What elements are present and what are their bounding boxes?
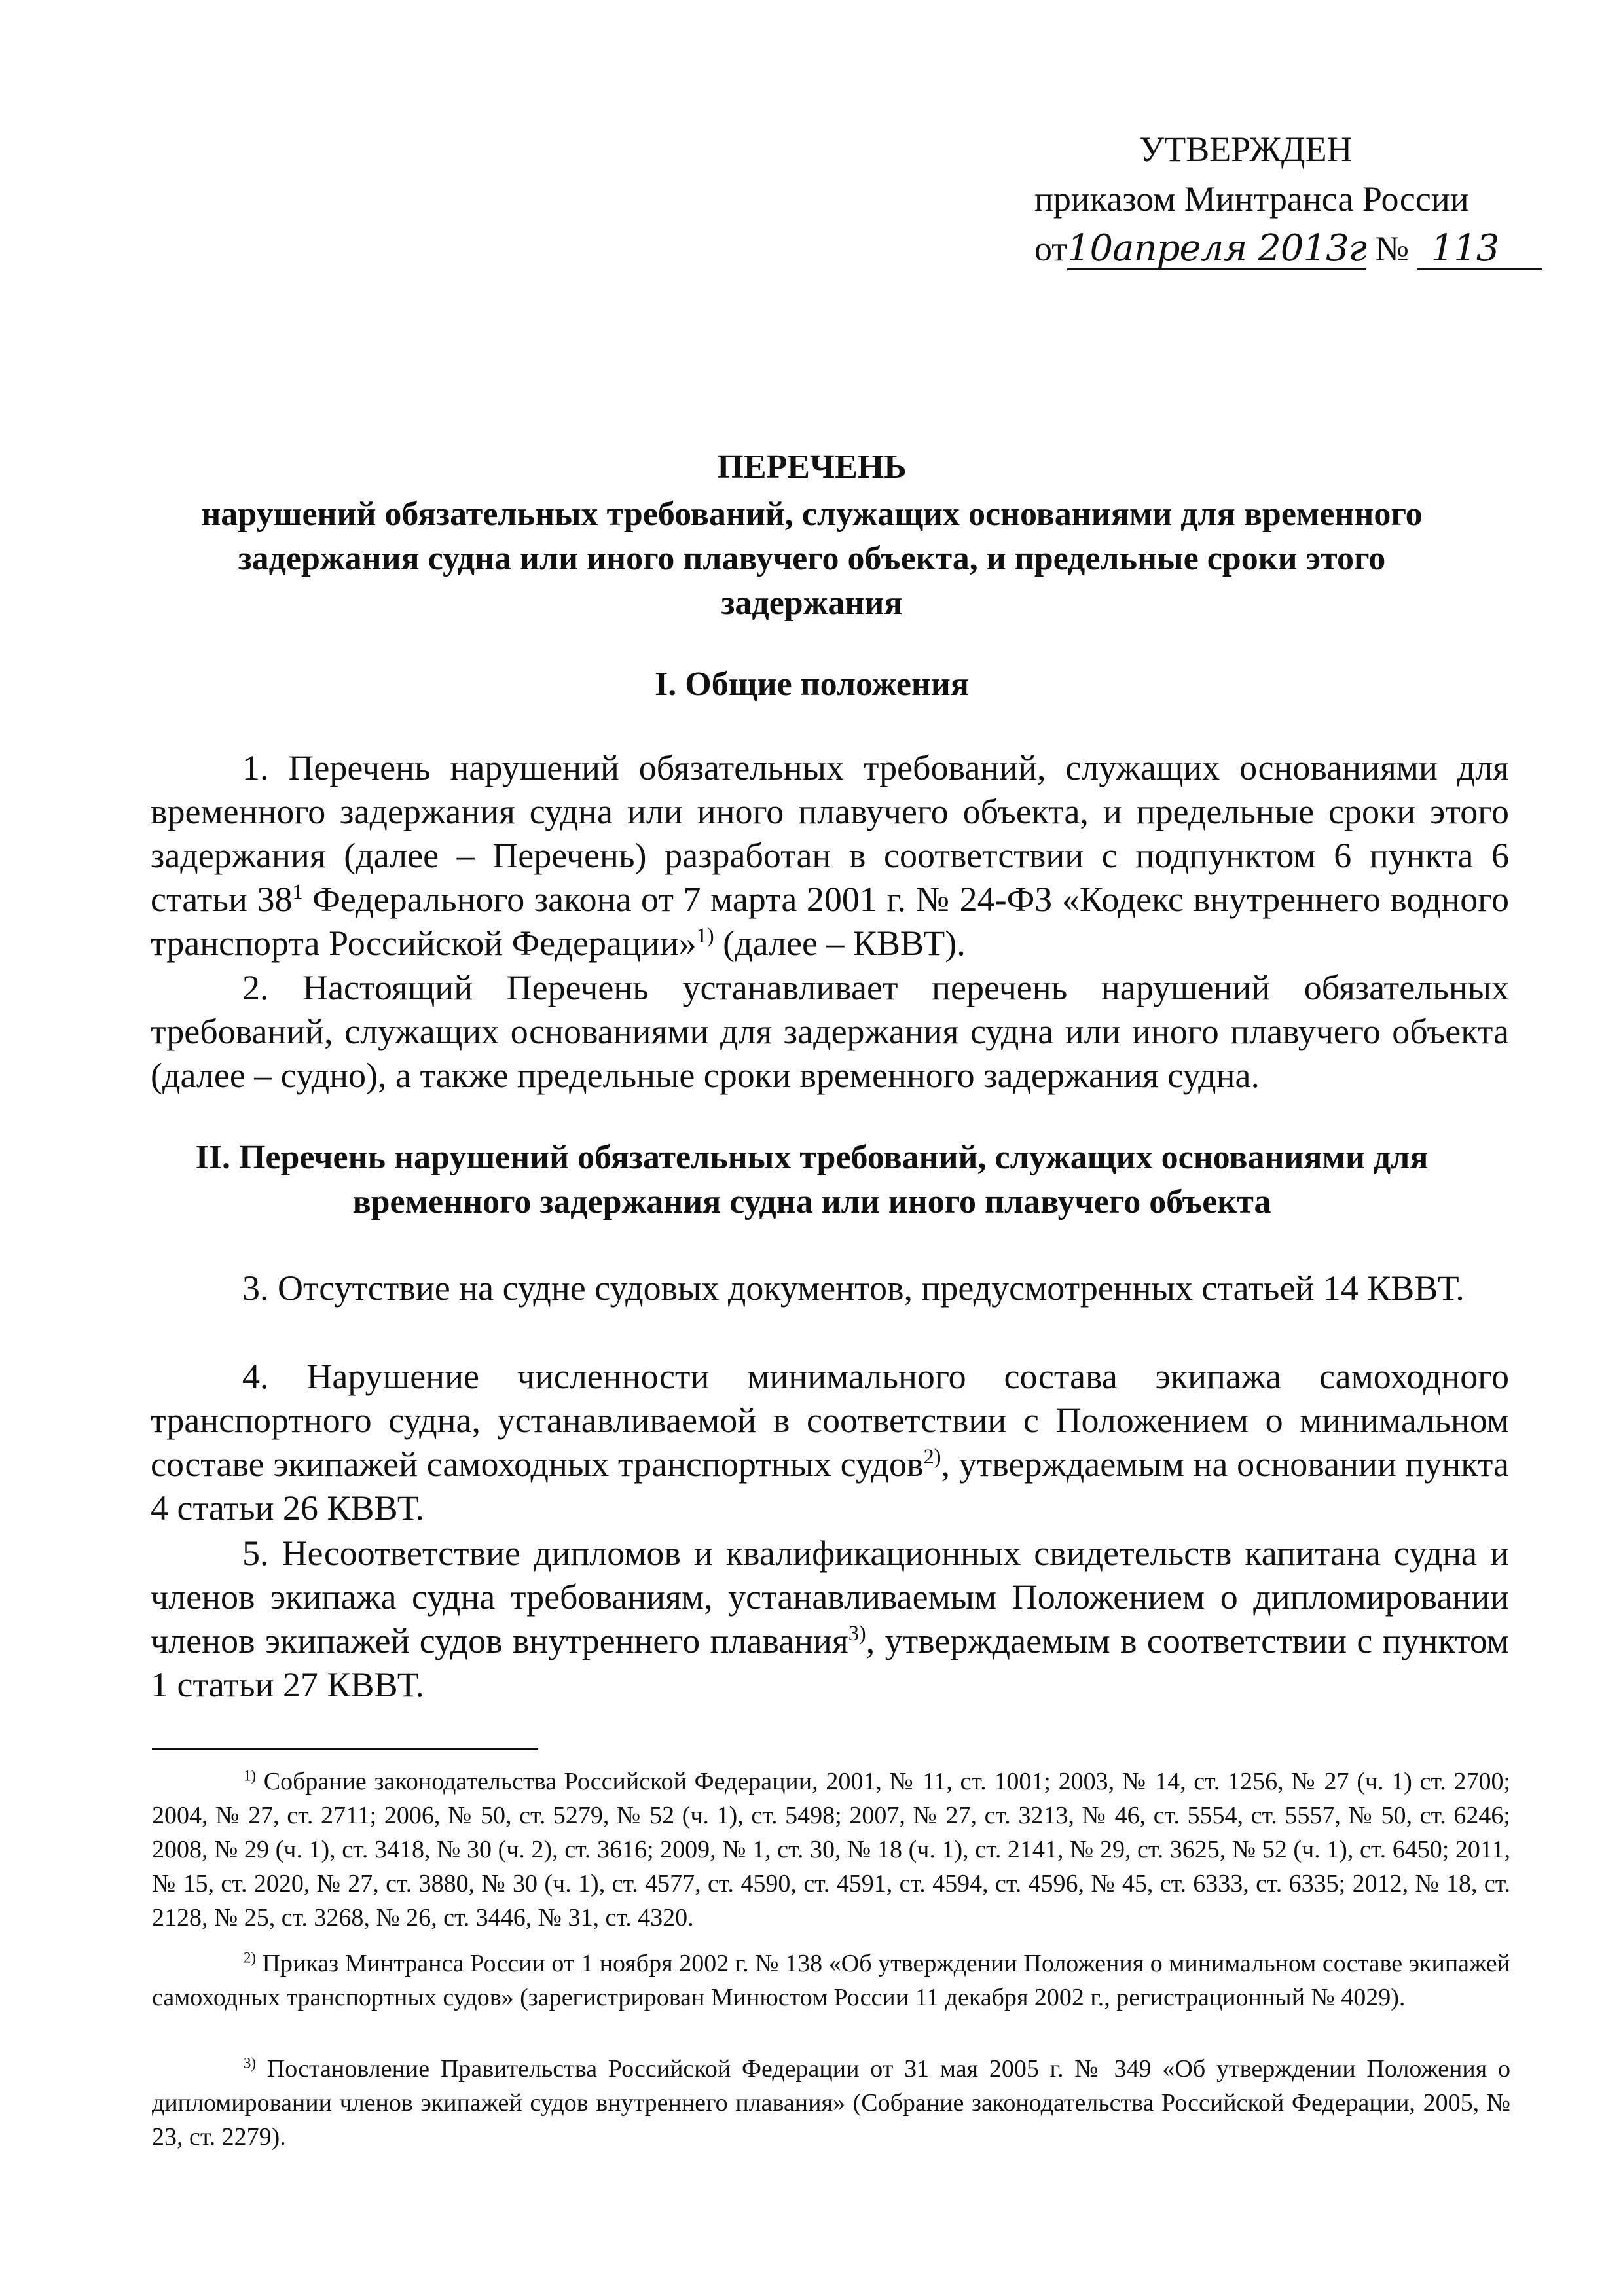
title-main: ПЕРЕЧЕНЬ	[717, 448, 907, 486]
handwritten-number: 113	[1417, 229, 1542, 270]
p1-text-b: Федерального закона от 7 марта 2001 г. № 24-ФЗ «Кодекс внутреннего водного транспорта Российской Федерации»	[151, 880, 1509, 963]
paragraph-2: 2. Настоящий Перечень устанавливает перечень нарушений обязательных требований, служащих основаниями для задержания судна или иного плавучего объекта (далее – судно), а также предельные сроки временного задержания судна.	[151, 968, 1509, 1095]
p1-sup-1: 1	[292, 880, 303, 904]
p1-text-a: 1. Перечень нарушений обязательных требований, служащих основаниями для временного задержания судна или иного плавучего объекта, и предельные сроки этого задержания (далее – Перечень) разработан в соответствии с подпунктом 6 пункта 6 статьи 38	[151, 748, 1509, 919]
footnote-ref-2: 2)	[923, 1445, 941, 1469]
p5-text-b: , утверждаемым в соответствии с пунктом 1 статьи 27 КВВТ.	[151, 1621, 1510, 1704]
paragraph-1	[151, 746, 1509, 965]
footnote-1: $^{1)}$ Собрание законодательства Российской Федерации, 2001, № 11, ст. 1001; 2003, № 14, ст. 1256, № 27 (ч. 1) ст. 2700; 2004, № 27, ст. 2711; 2006, № 50, ст. 5279, № 52 (ч. 1), ст. 5498; 2007, № 27, ст. 3213, № 46, ст. 5554, ст. 5557, № 50, ст. 6246; 2008, № 29 (ч. 1), ст. 3418, № 30 (ч. 2), ст. 3616; 2009, № 1, ст. 30, № 18 (ч. 1), ст. 2141, № 29, ст. 3625, № 52 (ч. 1), ст. 6450; 2011, № 15, ст. 2020, № 27, ст. 3880, № 30 (ч. 1), ст. 4577, ст. 4590, ст. 4591, ст. 4594, ст. 4596, № 45, ст. 6333, ст. 6335; 2012, № 18, ст. 2128, № 25, ст. 3268, № 26, ст. 3446, № 31, ст. 4320.	[152, 1767, 1510, 1931]
p5-text-a: 5. Несоответствие дипломов и квалификационных свидетельств капитана судна и членов экипажа судна требованиям, устанавливаемым Положением о дипломировании членов экипажей судов внутреннего плавания	[151, 1534, 1509, 1660]
footnote-ref-1: 1)	[696, 924, 714, 948]
number-prefix: №	[1375, 229, 1409, 268]
paragraph-4	[151, 1355, 1509, 1530]
section-2-heading: II. Перечень нарушений обязательных требований, служащих основаниями для временного задержания судна или иного плавучего объекта	[195, 1139, 1429, 1221]
document-title	[151, 445, 1473, 626]
footnote-3: $^{3)}$ Постановление Правительства Российской Федерации от 31 мая 2005 г. № 349 «Об утверждении Положения о дипломировании членов экипажей судов внутреннего плавания» (Собрание законодательства Российской Федерации, 2005, № 23, ст. 2279).	[152, 2054, 1510, 2151]
footnote-2: $^{2)}$ Приказ Минтранса России от 1 ноября 2002 г. № 138 «Об утверждении Положения о минимальном составе экипажей самоходных транспортных судов» (зарегистрирован Минюстом России 11 декабря 2002 г., регистрационный № 4029).	[152, 1949, 1510, 2011]
approval-block	[1034, 124, 1532, 274]
handwritten-date: 10апреля 2013г	[1067, 227, 1366, 270]
section-1-heading: I. Общие положения	[655, 666, 969, 703]
p4-text-b: , утверждаемым на основании пункта 4 статьи 26 КВВТ.	[151, 1444, 1509, 1528]
date-prefix: от	[1034, 229, 1067, 268]
approval-by: приказом Минтранса России	[1034, 179, 1469, 219]
p4-text-a: 4. Нарушение численности минимального состава экипажа самоходного транспортного судна, устанавливаемой в соответствии с Положением о минимальном составе экипажей самоходных транспортных судов	[151, 1357, 1509, 1484]
p1-text-c: (далее – КВВТ).	[714, 924, 966, 963]
footnote-2-mark: 2)	[244, 1949, 256, 1966]
footnote-3-mark: 3)	[244, 2054, 256, 2072]
footnote-separator	[152, 1748, 538, 1750]
paragraph-5	[151, 1532, 1509, 1707]
approval-date-line	[1034, 224, 1532, 274]
footnote-1-mark: 1)	[244, 1767, 256, 1784]
footnote-ref-3: 3)	[848, 1622, 866, 1645]
paragraph-3: 3. Отсутствие на судне судовых документов, предусмотренных статьей 14 КВВТ.	[242, 1268, 1465, 1308]
approval-status: УТВЕРЖДЕН	[1139, 130, 1353, 169]
title-subtitle: нарушений обязательных требований, служащих основаниями для временного задержания судна или иного плавучего объекта, и предельные сроки этого задержания	[201, 495, 1423, 622]
